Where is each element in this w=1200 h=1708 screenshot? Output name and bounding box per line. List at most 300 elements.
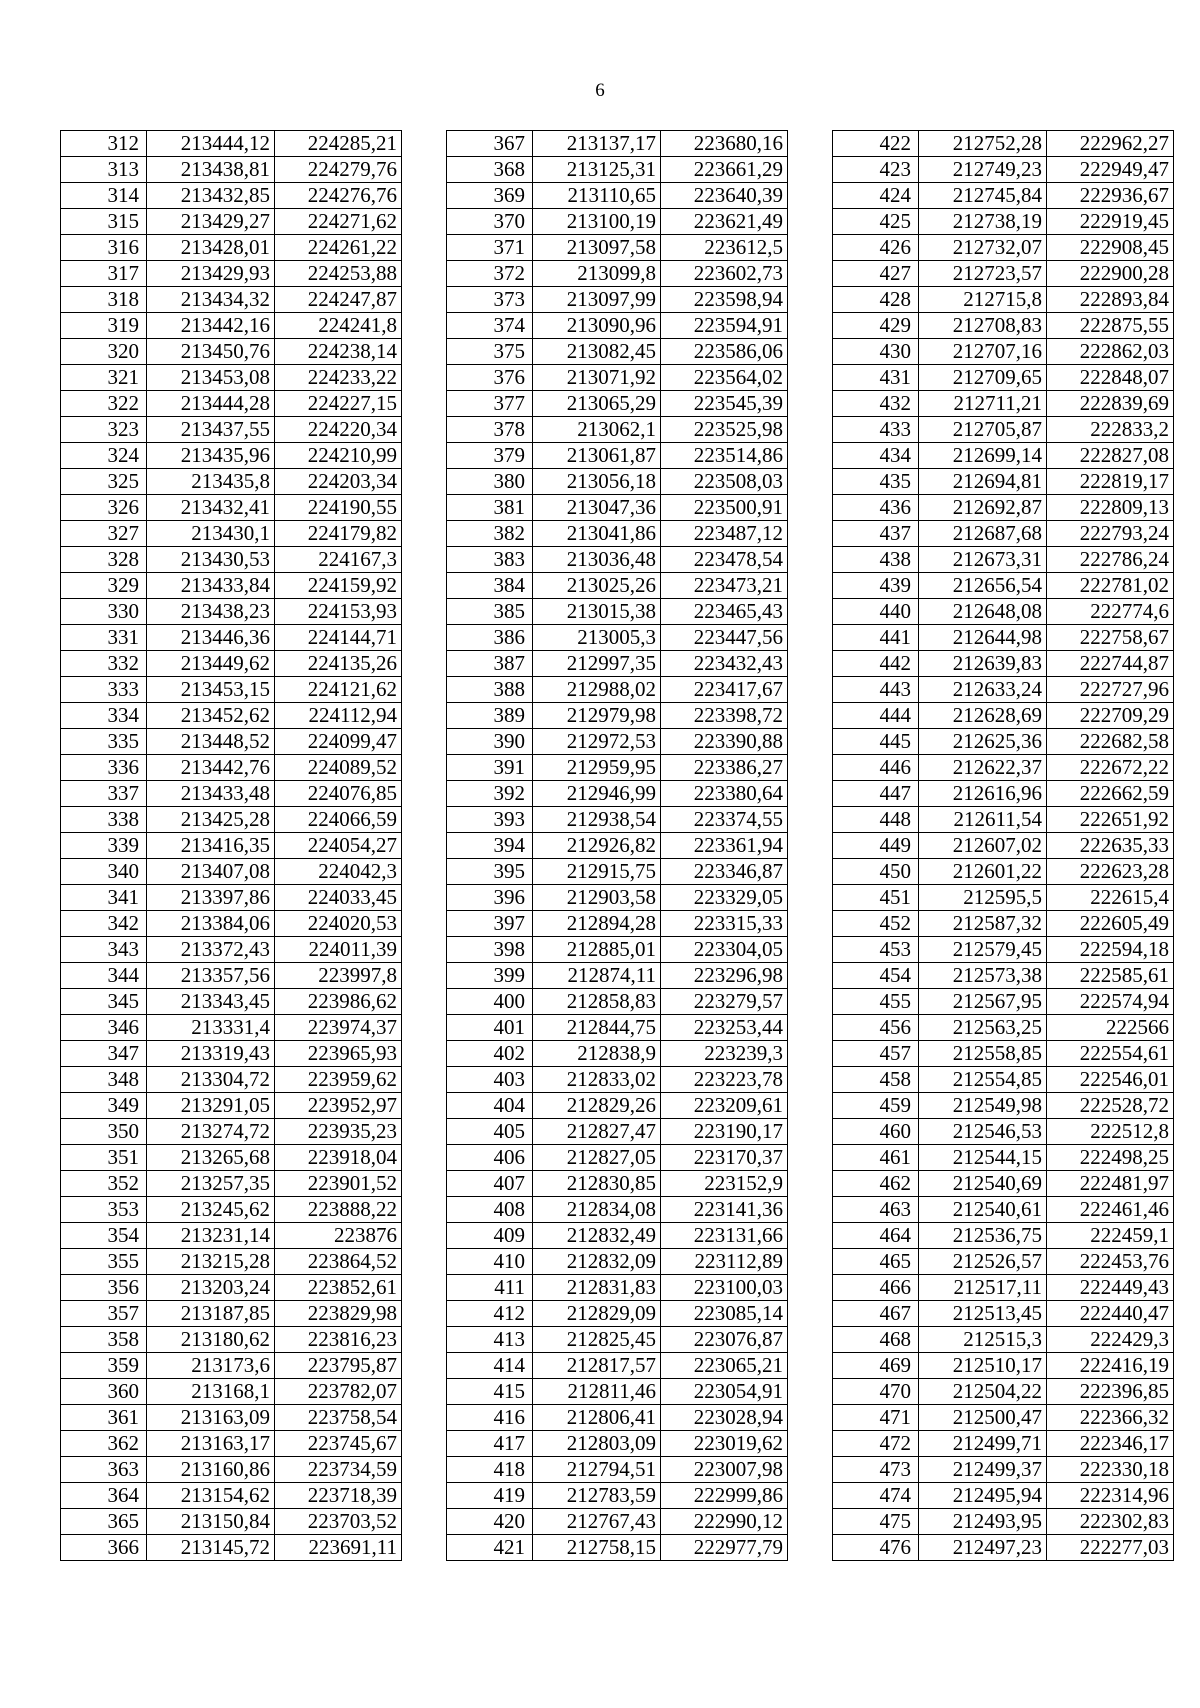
point-number-cell: 318 bbox=[61, 287, 147, 313]
table-row bbox=[833, 859, 1174, 885]
table-row bbox=[447, 1041, 788, 1067]
y-coordinate-cell: 222774,6 bbox=[1047, 599, 1174, 625]
y-coordinate-cell: 222481,97 bbox=[1047, 1171, 1174, 1197]
point-number-cell: 369 bbox=[447, 183, 533, 209]
table-row bbox=[447, 1119, 788, 1145]
y-coordinate-cell: 222839,69 bbox=[1047, 391, 1174, 417]
x-coordinate-cell: 213435,8 bbox=[147, 469, 275, 495]
table-row bbox=[833, 313, 1174, 339]
y-coordinate-cell: 223170,37 bbox=[661, 1145, 788, 1171]
x-coordinate-cell: 213453,08 bbox=[147, 365, 275, 391]
point-number-cell: 404 bbox=[447, 1093, 533, 1119]
y-coordinate-cell: 224179,82 bbox=[275, 521, 402, 547]
point-number-cell: 401 bbox=[447, 1015, 533, 1041]
point-number-cell: 325 bbox=[61, 469, 147, 495]
table-row bbox=[61, 1275, 402, 1301]
x-coordinate-cell: 213434,32 bbox=[147, 287, 275, 313]
table-row bbox=[833, 1483, 1174, 1509]
table-row bbox=[61, 625, 402, 651]
table-row bbox=[833, 183, 1174, 209]
y-coordinate-cell: 222528,72 bbox=[1047, 1093, 1174, 1119]
x-coordinate-cell: 212558,85 bbox=[919, 1041, 1047, 1067]
point-number-cell: 349 bbox=[61, 1093, 147, 1119]
point-number-cell: 410 bbox=[447, 1249, 533, 1275]
y-coordinate-cell: 224089,52 bbox=[275, 755, 402, 781]
point-number-cell: 457 bbox=[833, 1041, 919, 1067]
x-coordinate-cell: 212723,57 bbox=[919, 261, 1047, 287]
y-coordinate-cell: 223598,94 bbox=[661, 287, 788, 313]
y-coordinate-cell: 222786,24 bbox=[1047, 547, 1174, 573]
table-row bbox=[61, 1353, 402, 1379]
point-number-cell: 472 bbox=[833, 1431, 919, 1457]
x-coordinate-cell: 212979,98 bbox=[533, 703, 661, 729]
x-coordinate-cell: 212515,3 bbox=[919, 1327, 1047, 1353]
point-number-cell: 364 bbox=[61, 1483, 147, 1509]
table-row bbox=[833, 911, 1174, 937]
point-number-cell: 423 bbox=[833, 157, 919, 183]
x-coordinate-cell: 212563,25 bbox=[919, 1015, 1047, 1041]
table-row bbox=[833, 1535, 1174, 1561]
point-number-cell: 383 bbox=[447, 547, 533, 573]
point-number-cell: 448 bbox=[833, 807, 919, 833]
point-number-cell: 430 bbox=[833, 339, 919, 365]
point-number-cell: 334 bbox=[61, 703, 147, 729]
x-coordinate-cell: 212794,51 bbox=[533, 1457, 661, 1483]
point-number-cell: 444 bbox=[833, 703, 919, 729]
x-coordinate-cell: 212705,87 bbox=[919, 417, 1047, 443]
table-row bbox=[61, 859, 402, 885]
x-coordinate-cell: 212513,45 bbox=[919, 1301, 1047, 1327]
table-row bbox=[833, 469, 1174, 495]
point-number-cell: 326 bbox=[61, 495, 147, 521]
table-row bbox=[61, 157, 402, 183]
table-row bbox=[447, 651, 788, 677]
y-coordinate-cell: 224210,99 bbox=[275, 443, 402, 469]
y-coordinate-cell: 223417,67 bbox=[661, 677, 788, 703]
table-row bbox=[833, 807, 1174, 833]
y-coordinate-cell: 223380,64 bbox=[661, 781, 788, 807]
x-coordinate-cell: 212749,23 bbox=[919, 157, 1047, 183]
point-number-cell: 352 bbox=[61, 1171, 147, 1197]
point-number-cell: 371 bbox=[447, 235, 533, 261]
x-coordinate-cell: 213430,53 bbox=[147, 547, 275, 573]
table-row bbox=[833, 1431, 1174, 1457]
y-coordinate-cell: 222635,33 bbox=[1047, 833, 1174, 859]
point-number-cell: 398 bbox=[447, 937, 533, 963]
table-row bbox=[61, 937, 402, 963]
table-row bbox=[833, 1093, 1174, 1119]
point-number-cell: 355 bbox=[61, 1249, 147, 1275]
y-coordinate-cell: 224271,62 bbox=[275, 209, 402, 235]
table-row bbox=[447, 313, 788, 339]
x-coordinate-cell: 212639,83 bbox=[919, 651, 1047, 677]
table-row bbox=[61, 287, 402, 313]
y-coordinate-cell: 222908,45 bbox=[1047, 235, 1174, 261]
point-number-cell: 394 bbox=[447, 833, 533, 859]
point-number-cell: 437 bbox=[833, 521, 919, 547]
table-row bbox=[833, 1249, 1174, 1275]
x-coordinate-cell: 213015,38 bbox=[533, 599, 661, 625]
point-number-cell: 431 bbox=[833, 365, 919, 391]
y-coordinate-cell: 223500,91 bbox=[661, 495, 788, 521]
point-number-cell: 473 bbox=[833, 1457, 919, 1483]
y-coordinate-cell: 223901,52 bbox=[275, 1171, 402, 1197]
table-row bbox=[61, 729, 402, 755]
table-row bbox=[447, 547, 788, 573]
table-row bbox=[447, 443, 788, 469]
x-coordinate-cell: 212874,11 bbox=[533, 963, 661, 989]
x-coordinate-cell: 213168,1 bbox=[147, 1379, 275, 1405]
x-coordinate-cell: 213291,05 bbox=[147, 1093, 275, 1119]
table-row bbox=[447, 885, 788, 911]
y-coordinate-cell: 223152,9 bbox=[661, 1171, 788, 1197]
y-coordinate-cell: 223997,8 bbox=[275, 963, 402, 989]
table-row bbox=[447, 521, 788, 547]
point-number-cell: 363 bbox=[61, 1457, 147, 1483]
x-coordinate-cell: 213331,4 bbox=[147, 1015, 275, 1041]
x-coordinate-cell: 213100,19 bbox=[533, 209, 661, 235]
y-coordinate-cell: 222440,47 bbox=[1047, 1301, 1174, 1327]
table-row bbox=[447, 781, 788, 807]
page-number: 6 bbox=[595, 80, 605, 101]
table-row bbox=[833, 1067, 1174, 1093]
x-coordinate-cell: 212858,83 bbox=[533, 989, 661, 1015]
x-coordinate-cell: 213047,36 bbox=[533, 495, 661, 521]
y-coordinate-cell: 223612,5 bbox=[661, 235, 788, 261]
table-row bbox=[833, 443, 1174, 469]
table-row bbox=[447, 1015, 788, 1041]
table-row bbox=[447, 989, 788, 1015]
table-row bbox=[61, 521, 402, 547]
x-coordinate-cell: 212972,53 bbox=[533, 729, 661, 755]
y-coordinate-cell: 223525,98 bbox=[661, 417, 788, 443]
point-number-cell: 361 bbox=[61, 1405, 147, 1431]
table-row bbox=[833, 365, 1174, 391]
x-coordinate-cell: 212499,71 bbox=[919, 1431, 1047, 1457]
table-row bbox=[833, 131, 1174, 157]
y-coordinate-cell: 222758,67 bbox=[1047, 625, 1174, 651]
x-coordinate-cell: 213432,41 bbox=[147, 495, 275, 521]
table-row bbox=[61, 885, 402, 911]
table-row bbox=[61, 1301, 402, 1327]
y-coordinate-cell: 224285,21 bbox=[275, 131, 402, 157]
table-row bbox=[447, 1197, 788, 1223]
y-coordinate-cell: 223888,22 bbox=[275, 1197, 402, 1223]
y-coordinate-cell: 223745,67 bbox=[275, 1431, 402, 1457]
point-number-cell: 403 bbox=[447, 1067, 533, 1093]
y-coordinate-cell: 222949,47 bbox=[1047, 157, 1174, 183]
point-number-cell: 378 bbox=[447, 417, 533, 443]
y-coordinate-cell: 224261,22 bbox=[275, 235, 402, 261]
x-coordinate-cell: 212834,08 bbox=[533, 1197, 661, 1223]
point-number-cell: 464 bbox=[833, 1223, 919, 1249]
table-row bbox=[833, 547, 1174, 573]
point-number-cell: 395 bbox=[447, 859, 533, 885]
point-number-cell: 442 bbox=[833, 651, 919, 677]
y-coordinate-cell: 223594,91 bbox=[661, 313, 788, 339]
point-number-cell: 439 bbox=[833, 573, 919, 599]
point-number-cell: 345 bbox=[61, 989, 147, 1015]
y-coordinate-cell: 222416,19 bbox=[1047, 1353, 1174, 1379]
y-coordinate-cell: 223223,78 bbox=[661, 1067, 788, 1093]
x-coordinate-cell: 213446,36 bbox=[147, 625, 275, 651]
point-number-cell: 333 bbox=[61, 677, 147, 703]
point-number-cell: 463 bbox=[833, 1197, 919, 1223]
coordinates-table-3 bbox=[832, 130, 1174, 1561]
table-row bbox=[833, 1327, 1174, 1353]
x-coordinate-cell: 212830,85 bbox=[533, 1171, 661, 1197]
y-coordinate-cell: 223965,93 bbox=[275, 1041, 402, 1067]
y-coordinate-cell: 222461,46 bbox=[1047, 1197, 1174, 1223]
table-row bbox=[61, 1015, 402, 1041]
x-coordinate-cell: 213432,85 bbox=[147, 183, 275, 209]
point-number-cell: 341 bbox=[61, 885, 147, 911]
y-coordinate-cell: 223703,52 bbox=[275, 1509, 402, 1535]
table-row bbox=[447, 1379, 788, 1405]
y-coordinate-cell: 223816,23 bbox=[275, 1327, 402, 1353]
point-number-cell: 469 bbox=[833, 1353, 919, 1379]
table-row bbox=[833, 157, 1174, 183]
point-number-cell: 386 bbox=[447, 625, 533, 651]
x-coordinate-cell: 212709,65 bbox=[919, 365, 1047, 391]
x-coordinate-cell: 213438,23 bbox=[147, 599, 275, 625]
table-row bbox=[833, 989, 1174, 1015]
point-number-cell: 422 bbox=[833, 131, 919, 157]
point-number-cell: 459 bbox=[833, 1093, 919, 1119]
y-coordinate-cell: 223007,98 bbox=[661, 1457, 788, 1483]
x-coordinate-cell: 212745,84 bbox=[919, 183, 1047, 209]
point-number-cell: 391 bbox=[447, 755, 533, 781]
table-row bbox=[61, 183, 402, 209]
table-row bbox=[833, 1145, 1174, 1171]
x-coordinate-cell: 213163,09 bbox=[147, 1405, 275, 1431]
x-coordinate-cell: 212633,24 bbox=[919, 677, 1047, 703]
y-coordinate-cell: 223447,56 bbox=[661, 625, 788, 651]
point-number-cell: 466 bbox=[833, 1275, 919, 1301]
x-coordinate-cell: 213041,86 bbox=[533, 521, 661, 547]
point-number-cell: 356 bbox=[61, 1275, 147, 1301]
y-coordinate-cell: 222546,01 bbox=[1047, 1067, 1174, 1093]
y-coordinate-cell: 224099,47 bbox=[275, 729, 402, 755]
table-row bbox=[833, 1223, 1174, 1249]
table-row bbox=[61, 755, 402, 781]
point-number-cell: 375 bbox=[447, 339, 533, 365]
y-coordinate-cell: 224241,8 bbox=[275, 313, 402, 339]
y-coordinate-cell: 224054,27 bbox=[275, 833, 402, 859]
point-number-cell: 342 bbox=[61, 911, 147, 937]
table-row bbox=[833, 755, 1174, 781]
y-coordinate-cell: 222346,17 bbox=[1047, 1431, 1174, 1457]
x-coordinate-cell: 212806,41 bbox=[533, 1405, 661, 1431]
x-coordinate-cell: 213384,06 bbox=[147, 911, 275, 937]
y-coordinate-cell: 224135,26 bbox=[275, 651, 402, 677]
x-coordinate-cell: 213274,72 bbox=[147, 1119, 275, 1145]
table-row bbox=[61, 339, 402, 365]
x-coordinate-cell: 212838,9 bbox=[533, 1041, 661, 1067]
point-number-cell: 389 bbox=[447, 703, 533, 729]
point-number-cell: 465 bbox=[833, 1249, 919, 1275]
point-number-cell: 397 bbox=[447, 911, 533, 937]
point-number-cell: 380 bbox=[447, 469, 533, 495]
point-number-cell: 327 bbox=[61, 521, 147, 547]
table-row bbox=[447, 1223, 788, 1249]
point-number-cell: 384 bbox=[447, 573, 533, 599]
x-coordinate-cell: 213180,62 bbox=[147, 1327, 275, 1353]
point-number-cell: 322 bbox=[61, 391, 147, 417]
point-number-cell: 475 bbox=[833, 1509, 919, 1535]
table-row bbox=[61, 365, 402, 391]
x-coordinate-cell: 212903,58 bbox=[533, 885, 661, 911]
x-coordinate-cell: 212832,09 bbox=[533, 1249, 661, 1275]
x-coordinate-cell: 212699,14 bbox=[919, 443, 1047, 469]
table-row bbox=[61, 391, 402, 417]
point-number-cell: 338 bbox=[61, 807, 147, 833]
x-coordinate-cell: 212497,23 bbox=[919, 1535, 1047, 1561]
y-coordinate-cell: 222615,4 bbox=[1047, 885, 1174, 911]
point-number-cell: 339 bbox=[61, 833, 147, 859]
table-row bbox=[61, 1067, 402, 1093]
table-row bbox=[447, 937, 788, 963]
point-number-cell: 456 bbox=[833, 1015, 919, 1041]
y-coordinate-cell: 222936,67 bbox=[1047, 183, 1174, 209]
table-row bbox=[833, 885, 1174, 911]
y-coordinate-cell: 222459,1 bbox=[1047, 1223, 1174, 1249]
point-number-cell: 373 bbox=[447, 287, 533, 313]
table-row bbox=[61, 1379, 402, 1405]
x-coordinate-cell: 213215,28 bbox=[147, 1249, 275, 1275]
y-coordinate-cell: 223864,52 bbox=[275, 1249, 402, 1275]
y-coordinate-cell: 223361,94 bbox=[661, 833, 788, 859]
x-coordinate-cell: 212616,96 bbox=[919, 781, 1047, 807]
point-number-cell: 445 bbox=[833, 729, 919, 755]
x-coordinate-cell: 212687,68 bbox=[919, 521, 1047, 547]
point-number-cell: 402 bbox=[447, 1041, 533, 1067]
y-coordinate-cell: 224033,45 bbox=[275, 885, 402, 911]
x-coordinate-cell: 213097,58 bbox=[533, 235, 661, 261]
x-coordinate-cell: 213438,81 bbox=[147, 157, 275, 183]
table-row bbox=[447, 1431, 788, 1457]
y-coordinate-cell: 222727,96 bbox=[1047, 677, 1174, 703]
y-coordinate-cell: 223253,44 bbox=[661, 1015, 788, 1041]
point-number-cell: 470 bbox=[833, 1379, 919, 1405]
point-number-cell: 317 bbox=[61, 261, 147, 287]
point-number-cell: 417 bbox=[447, 1431, 533, 1457]
y-coordinate-cell: 222396,85 bbox=[1047, 1379, 1174, 1405]
x-coordinate-cell: 213450,76 bbox=[147, 339, 275, 365]
y-coordinate-cell: 223876 bbox=[275, 1223, 402, 1249]
table-row bbox=[447, 261, 788, 287]
y-coordinate-cell: 222429,3 bbox=[1047, 1327, 1174, 1353]
point-number-cell: 449 bbox=[833, 833, 919, 859]
y-coordinate-cell: 223346,87 bbox=[661, 859, 788, 885]
y-coordinate-cell: 223465,43 bbox=[661, 599, 788, 625]
y-coordinate-cell: 223586,06 bbox=[661, 339, 788, 365]
x-coordinate-cell: 213453,15 bbox=[147, 677, 275, 703]
point-number-cell: 393 bbox=[447, 807, 533, 833]
point-number-cell: 332 bbox=[61, 651, 147, 677]
point-number-cell: 408 bbox=[447, 1197, 533, 1223]
y-coordinate-cell: 223621,49 bbox=[661, 209, 788, 235]
x-coordinate-cell: 213357,56 bbox=[147, 963, 275, 989]
point-number-cell: 476 bbox=[833, 1535, 919, 1561]
point-number-cell: 460 bbox=[833, 1119, 919, 1145]
table-row bbox=[833, 1379, 1174, 1405]
x-coordinate-cell: 212825,45 bbox=[533, 1327, 661, 1353]
point-number-cell: 316 bbox=[61, 235, 147, 261]
y-coordinate-cell: 223829,98 bbox=[275, 1301, 402, 1327]
y-coordinate-cell: 224020,53 bbox=[275, 911, 402, 937]
table-row bbox=[833, 729, 1174, 755]
x-coordinate-cell: 213425,28 bbox=[147, 807, 275, 833]
table-row bbox=[61, 313, 402, 339]
y-coordinate-cell: 223432,43 bbox=[661, 651, 788, 677]
x-coordinate-cell: 212831,83 bbox=[533, 1275, 661, 1301]
x-coordinate-cell: 212832,49 bbox=[533, 1223, 661, 1249]
x-coordinate-cell: 212894,28 bbox=[533, 911, 661, 937]
y-coordinate-cell: 223112,89 bbox=[661, 1249, 788, 1275]
y-coordinate-cell: 222302,83 bbox=[1047, 1509, 1174, 1535]
x-coordinate-cell: 212601,22 bbox=[919, 859, 1047, 885]
y-coordinate-cell: 224247,87 bbox=[275, 287, 402, 313]
y-coordinate-cell: 223986,62 bbox=[275, 989, 402, 1015]
table-row bbox=[447, 755, 788, 781]
y-coordinate-cell: 224076,85 bbox=[275, 781, 402, 807]
y-coordinate-cell: 223974,37 bbox=[275, 1015, 402, 1041]
y-coordinate-cell: 223209,61 bbox=[661, 1093, 788, 1119]
point-number-cell: 413 bbox=[447, 1327, 533, 1353]
table-row bbox=[833, 963, 1174, 989]
point-number-cell: 438 bbox=[833, 547, 919, 573]
y-coordinate-cell: 224144,71 bbox=[275, 625, 402, 651]
table-row bbox=[61, 1223, 402, 1249]
x-coordinate-cell: 212644,98 bbox=[919, 625, 1047, 651]
y-coordinate-cell: 222809,13 bbox=[1047, 495, 1174, 521]
point-number-cell: 319 bbox=[61, 313, 147, 339]
point-number-cell: 455 bbox=[833, 989, 919, 1015]
y-coordinate-cell: 223329,05 bbox=[661, 885, 788, 911]
x-coordinate-cell: 213257,35 bbox=[147, 1171, 275, 1197]
table-row bbox=[833, 573, 1174, 599]
x-coordinate-cell: 213430,1 bbox=[147, 521, 275, 547]
table-row bbox=[447, 911, 788, 937]
point-number-cell: 450 bbox=[833, 859, 919, 885]
y-coordinate-cell: 222554,61 bbox=[1047, 1041, 1174, 1067]
y-coordinate-cell: 222651,92 bbox=[1047, 807, 1174, 833]
table-row bbox=[447, 417, 788, 443]
x-coordinate-cell: 212526,57 bbox=[919, 1249, 1047, 1275]
table-row bbox=[447, 131, 788, 157]
x-coordinate-cell: 213343,45 bbox=[147, 989, 275, 1015]
table-row bbox=[61, 1119, 402, 1145]
point-number-cell: 407 bbox=[447, 1171, 533, 1197]
point-number-cell: 320 bbox=[61, 339, 147, 365]
point-number-cell: 374 bbox=[447, 313, 533, 339]
x-coordinate-cell: 212579,45 bbox=[919, 937, 1047, 963]
x-coordinate-cell: 212827,47 bbox=[533, 1119, 661, 1145]
y-coordinate-cell: 223019,62 bbox=[661, 1431, 788, 1457]
table-row bbox=[61, 989, 402, 1015]
table-row bbox=[833, 495, 1174, 521]
y-coordinate-cell: 223390,88 bbox=[661, 729, 788, 755]
point-number-cell: 468 bbox=[833, 1327, 919, 1353]
x-coordinate-cell: 213145,72 bbox=[147, 1535, 275, 1561]
y-coordinate-cell: 223564,02 bbox=[661, 365, 788, 391]
y-coordinate-cell: 223478,54 bbox=[661, 547, 788, 573]
table-row bbox=[61, 1249, 402, 1275]
table-row bbox=[833, 1197, 1174, 1223]
x-coordinate-cell: 212692,87 bbox=[919, 495, 1047, 521]
point-number-cell: 348 bbox=[61, 1067, 147, 1093]
